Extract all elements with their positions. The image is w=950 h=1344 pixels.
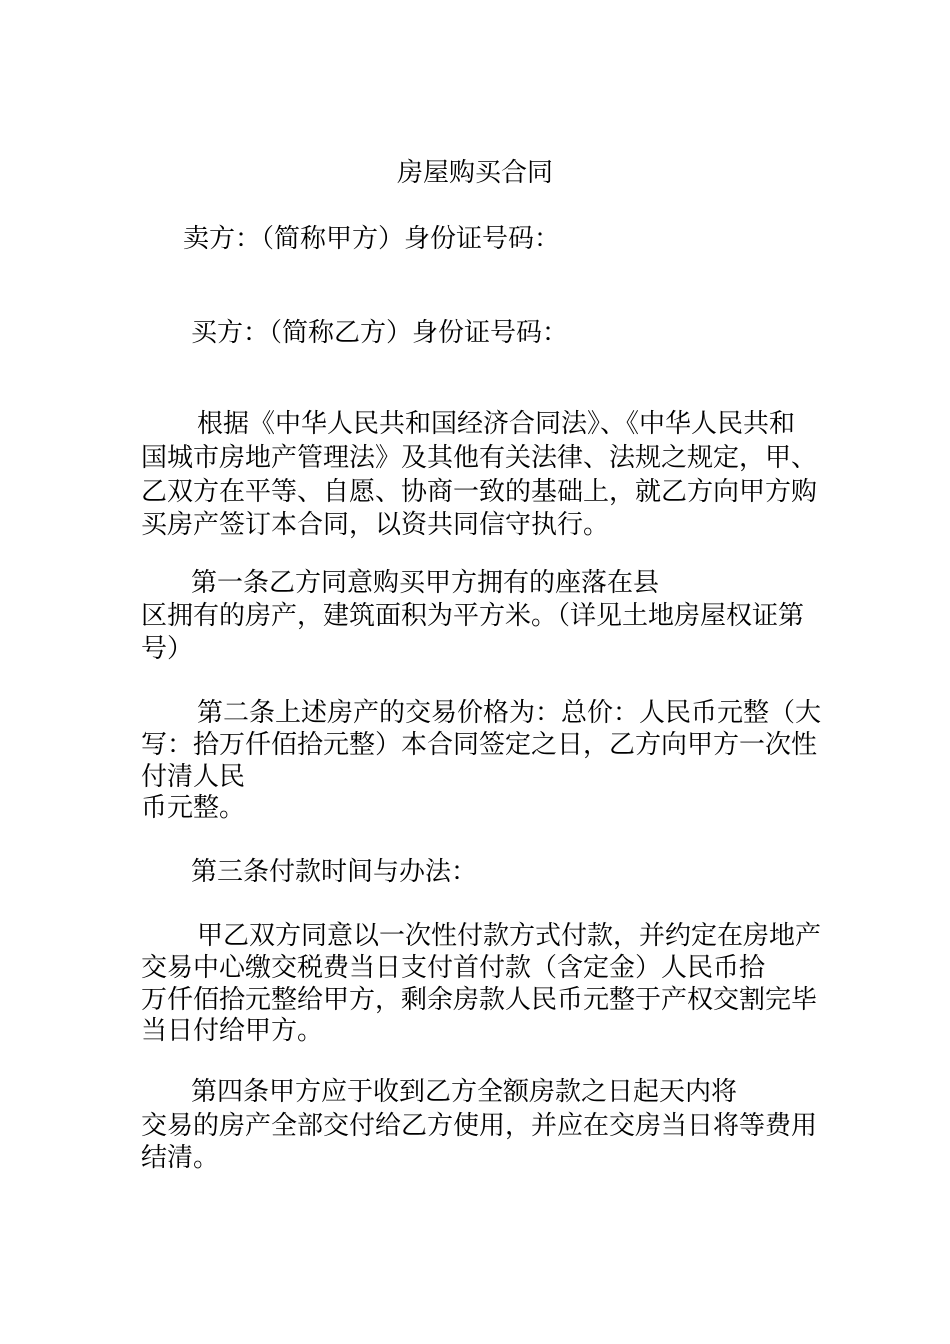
paragraph-line: 写：拾万仟佰拾元整）本合同签定之日，乙方向甲方一次性	[141, 730, 818, 760]
paragraph-line: 万仟佰拾元整给甲方，剩余房款人民币元整于产权交割完毕	[141, 985, 818, 1015]
article-3-title: 第三条付款时间与办法：	[191, 857, 478, 887]
paragraph-line: 交易中心缴交税费当日支付首付款（含定金）人民币拾	[141, 953, 766, 983]
paragraph-line: 第四条甲方应于收到乙方全额房款之日起天内将	[191, 1077, 738, 1107]
paragraph-line: 区拥有的房产，建筑面积为平方米。（详见土地房屋权证第	[141, 601, 805, 631]
paragraph-line: 第一条乙方同意购买甲方拥有的座落在县	[191, 568, 660, 598]
paragraph-line: 当日付给甲方。	[141, 1016, 324, 1046]
paragraph-line: 币元整。	[141, 793, 246, 823]
paragraph-line: 根据《中华人民共和国经济合同法》、《中华人民共和	[197, 409, 796, 439]
paragraph-line: 交易的房产全部交付给乙方使用，并应在交房当日将等费用	[141, 1111, 818, 1141]
buyer-line: 买方：（简称乙方）身份证号码：	[191, 318, 569, 348]
paragraph-line: 号）	[141, 634, 194, 664]
paragraph-line: 付清人民	[141, 762, 246, 792]
paragraph-line: 第二条上述房产的交易价格为：总价：人民币元整（大	[197, 698, 822, 728]
paragraph-line: 国城市房地产管理法》及其他有关法律、法规之规定，甲、	[141, 443, 818, 473]
document-title: 房屋购买合同	[396, 158, 553, 188]
paragraph-line: 结清。	[141, 1143, 220, 1173]
seller-line: 卖方：（简称甲方）身份证号码：	[183, 224, 561, 254]
paragraph-line: 买房产签订本合同，以资共同信守执行。	[141, 510, 610, 540]
paragraph-line: 甲乙双方同意以一次性付款方式付款，并约定在房地产	[197, 921, 822, 951]
paragraph-line: 乙双方在平等、自愿、协商一致的基础上，就乙方向甲方购	[141, 477, 818, 507]
